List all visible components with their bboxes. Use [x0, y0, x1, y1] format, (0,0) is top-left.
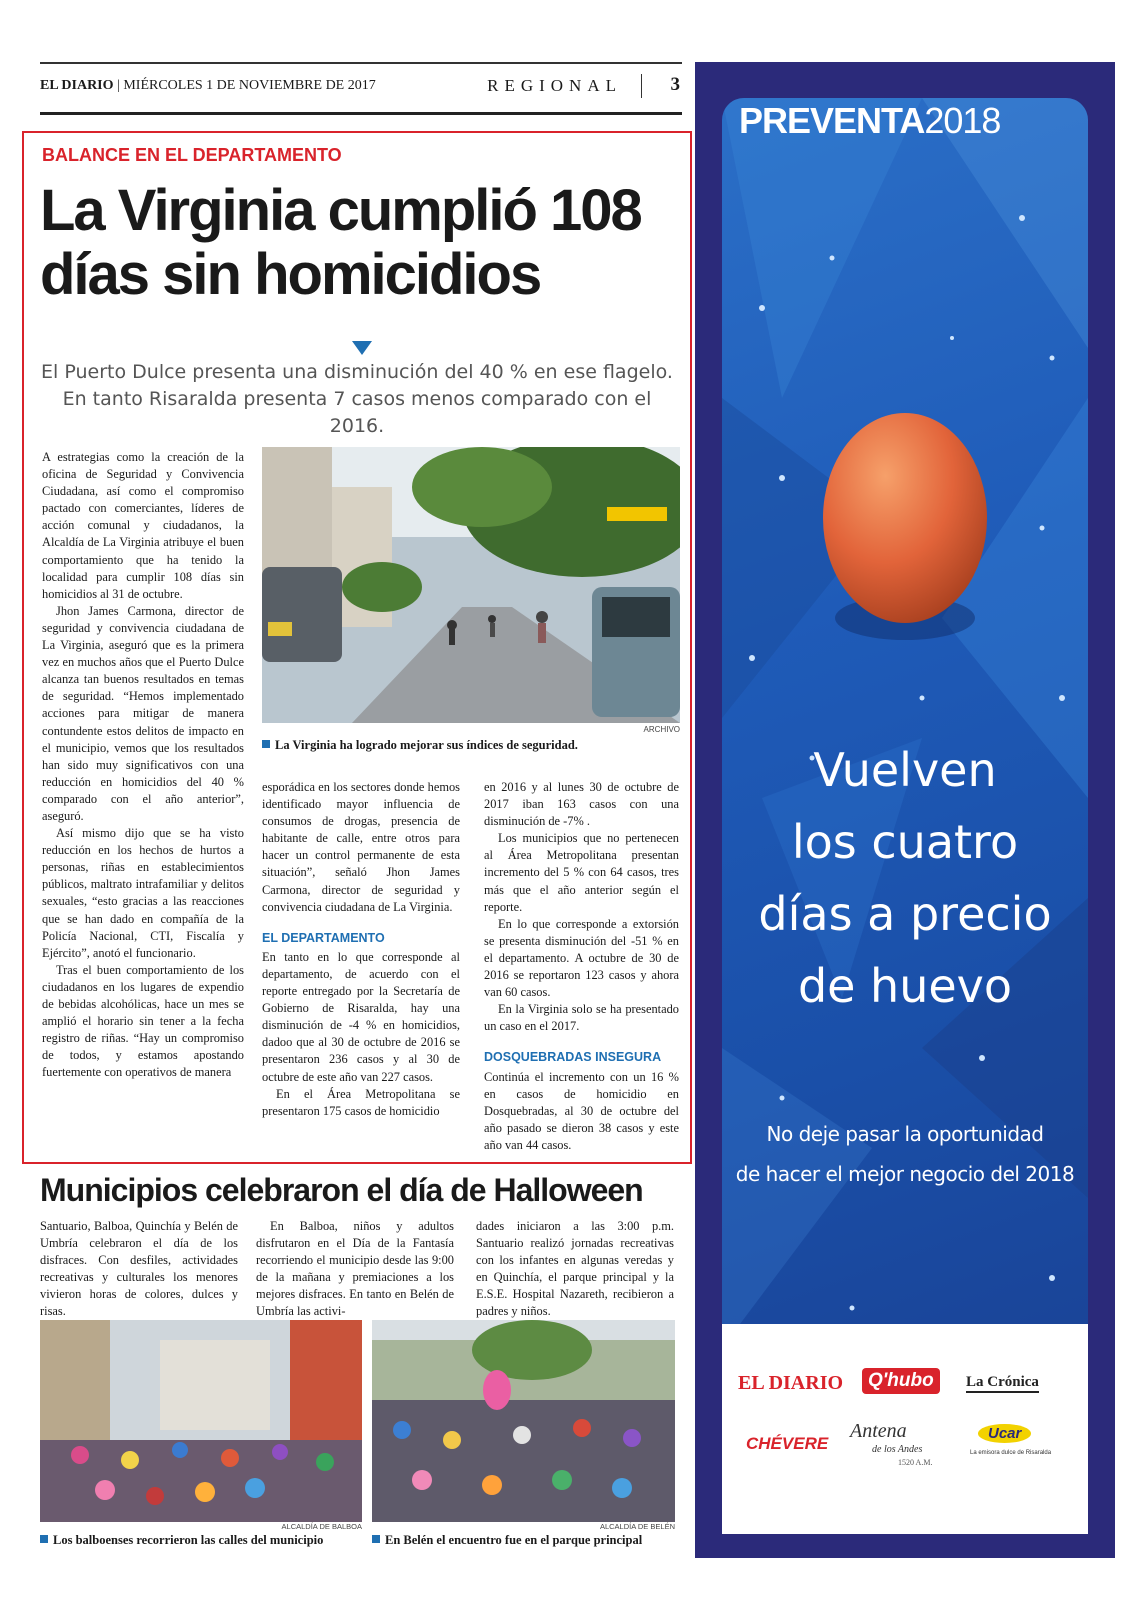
halloween-column-3: dades iniciaron a las 3:00 p.m. Santuario realizó jornadas recreativas con los infantes en algunas veredas y en Quinchía, el parque principal y la E.S.E. Hospital Nazareth, recibieron a padres y niños.: [476, 1219, 674, 1319]
photo-credit: ARCHIVO: [643, 725, 680, 734]
halloween-headline: Municipios celebraron el día de Halloween: [40, 1172, 643, 1208]
article-column-3: [484, 779, 679, 1154]
header-page-number: 3: [670, 74, 680, 95]
triangle-down-icon: [352, 341, 372, 355]
halloween-column-1: Santuario, Balboa, Quinchía y Belén de Umbría celebraron el día de los disfraces. Con desfiles, actividades recreativas y culturales los menores vivieron horas de colores, dulces y risas.: [40, 1219, 238, 1319]
header-dateline: EL DIARIO | MIÉRCOLES 1 DE NOVIEMBRE DE 2017: [40, 78, 376, 93]
paragraph: en 2016 y al lunes 30 de octubre de 2017 iban 163 casos con una disminución de -7% .: [484, 780, 679, 829]
square-bullet-icon: [372, 1535, 380, 1543]
headline-line-1: La Virginia cumplió 108: [40, 178, 641, 243]
ad-sponsor-logos: [722, 1324, 1088, 1534]
square-bullet-icon: [262, 740, 270, 748]
paragraph: Jhon James Carmona, director de seguridad y convivencia ciudadana de La Virginia, aseguró que es la primera vez en muchos años que el Puerto Dulce alcanza tan buenos resultados en temas de seguridad. “Hemos implementado acciones para mitigar de manera contundente estos delitos de impacto en el municipio, vemos que los resultados han sido muy significativos con una reducción en homicidios del 40 % comparado con el año anterior”, aseguró.: [42, 603, 244, 823]
crowd-park-image: [372, 1320, 675, 1522]
paragraph: Tras el buen comportamiento de los ciudadanos en los lugares de expendio de bebidas alcohólicas, hace un mes se amplió el horario sin tener a la fecha registro de riñas. “Hay un compromiso de todos, y estamos apostando fuertemente con operativos de manera: [42, 962, 244, 1080]
egg-icon: [823, 413, 987, 623]
street-scene-image: [262, 447, 680, 723]
logo-el-diario: EL DIARIO: [738, 1372, 844, 1394]
article-box: [22, 131, 692, 1164]
article-kicker: BALANCE EN EL DEPARTAMENTO: [42, 145, 342, 165]
paragraph: En tanto en lo que corresponde al departamento, de acuerdo con el reporte entregado por la Secretaría de Gobierno de Risaralda, hay una disminución de -4 % en homicidios, dadoo que al 30 de octubre de 2016 se presentaron 236 casos y al 30 de octubre de este año van 227 casos.: [262, 949, 460, 1084]
header-divider: [641, 74, 642, 98]
halloween-column-2: En Balboa, niños y adultos disfrutaron en el Día de la Fantasía recorriendo el municipio desde las 9:00 de la mañana y premiaciones a los mejores disfraces. En tanto en Belén de Umbría las activi-: [256, 1219, 454, 1319]
header-paper-name: EL DIARIO: [40, 78, 114, 93]
square-bullet-icon: [40, 1535, 48, 1543]
subheading: DOSQUEBRADAS INSEGURA: [484, 1050, 662, 1065]
paragraph: Así mismo dijo que se ha visto reducción en los hechos de hurtos a personas, riñas en establecimientos públicos, maltrato intrafamiliar y delitos sexuales, “esto gracias a las reacciones que se han dado en compañía de la Policía Nacional, CTI, Fiscalía y Ejército”, anotó el funcionario.: [42, 826, 244, 960]
deck-line-1: El Puerto Dulce presenta una disminución del 40 % en ese flagelo.: [41, 361, 673, 383]
logo-antena-sub: de los Andes: [872, 1444, 923, 1455]
logo-antena-frequency: 1520 A.M.: [898, 1458, 933, 1467]
deck-line-2: En tanto Risaralda presenta 7 casos menos comparado con el 2016.: [62, 388, 652, 437]
header-date: MIÉRCOLES 1 DE NOVIEMBRE DE 2017: [123, 78, 376, 93]
balboa-parade-photo: [40, 1320, 362, 1522]
paragraph: En lo que corresponde a extorsión se presenta disminución del -51 % en el departamento. A octubre de 30 de 2016 se reportaron 123 casos y ahora van 60 casos.: [484, 916, 679, 1000]
caption-belen: En Belén el encuentro fue en el parque principal: [372, 1533, 677, 1548]
ad-title: PREVENTA2018: [739, 100, 1001, 141]
ad-headline: Vuelven los cuatro días a precio de huevo: [758, 743, 1052, 1013]
photo-credit-belen: ALCALDÍA DE BELÉN: [599, 1522, 675, 1531]
article-column-1: [42, 449, 244, 1081]
parade-street-image: [40, 1320, 362, 1522]
logo-la-cronica: La Crónica: [966, 1374, 1039, 1393]
logo-ucar-sub: La emisora dulce de Risaralda: [970, 1450, 1052, 1456]
belen-park-photo: [372, 1320, 675, 1522]
article-deck: [34, 359, 680, 440]
headline-line-2: días sin homicidios: [40, 242, 541, 307]
paragraph: Los municipios que no pertenecen al Área Metropolitana presentan incremento del 5 % con 64 casos, tres más que el año anterior según el reporte.: [484, 831, 679, 914]
logo-qhubo: Q'hubo: [862, 1368, 940, 1394]
header-section: REGIONAL: [487, 76, 622, 95]
paragraph: esporádica en los sectores donde hemos identificado mayor influencia de consumos de drogas, presencia de habitante de calle, entre otros para hacer un control permanente de esta situación”, señaló Jhon James Carmona, director de seguridad y convivencia ciudadana de La Virginia.: [262, 780, 460, 914]
street-photo: [262, 447, 680, 723]
photo-credit-balboa: ALCALDÍA DE BALBOA: [281, 1522, 362, 1531]
paragraph: A estrategias como la creación de la oficina de Seguridad y Convivencia Ciudadana, así como el compromiso pactado con comerciantes, líderes de acción comunal y ciudadanos, la Alcaldía de La Virginia atribuye el buen comportamiento que ha tenido la localidad para cumplir 108 días sin homicidios al 31 de octubre.: [42, 450, 244, 601]
preventa-advertisement: [695, 62, 1115, 1558]
paragraph: En el Área Metropolitana se presentaron 175 casos de homicidio: [262, 1086, 460, 1118]
paragraph: En la Virginia solo se ha presentado un caso en el 2017.: [484, 1002, 679, 1034]
logo-antena: Antena: [850, 1420, 907, 1442]
subheading: EL DEPARTAMENTO: [262, 930, 385, 945]
logo-ucar: Ucar: [978, 1424, 1031, 1443]
article-column-2: [262, 779, 460, 1120]
logo-chevere: CHÉVERE: [746, 1434, 829, 1453]
caption-balboa: Los balboenses recorrieron las calles del municipio: [40, 1533, 365, 1548]
article-headline: [40, 179, 680, 307]
page-header: [40, 62, 682, 115]
ad-subtext: No deje pasar la oportunidad de hacer el mejor negocio del 2018: [735, 1122, 1075, 1186]
photo-caption: La Virginia ha logrado mejorar sus índices de seguridad.: [262, 738, 680, 753]
paragraph: Continúa el incremento con un 16 % en casos de homicidio en Dosquebradas, al 30 de octubre del año pasado se dieron 38 casos y este año van 44 casos.: [484, 1069, 679, 1152]
